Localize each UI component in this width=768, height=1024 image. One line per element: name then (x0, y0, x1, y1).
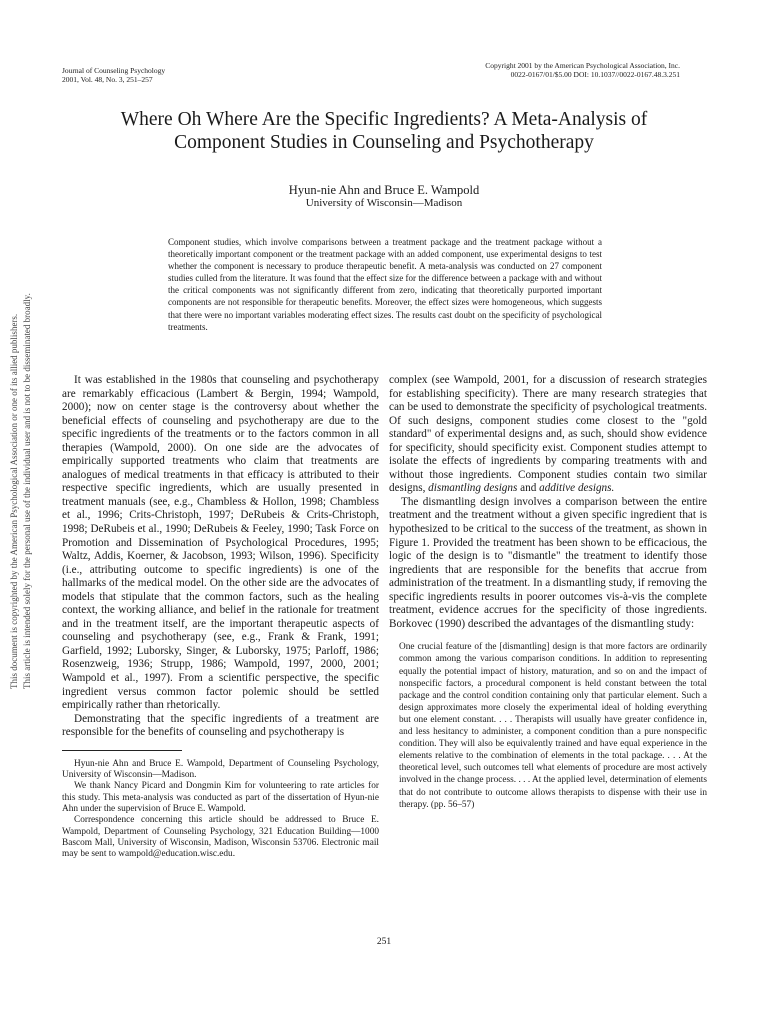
copyright-side-notice (3, 287, 37, 689)
dismantling-paragraph: The dismantling design involves a comparison between the entire treatment and the treatment without a given specific ingredient that is hypothesized to be critical to the success of the treatment, as shown in Figure 1. Provided the treatment has been shown to be efficacious, the logic of the design is to "dismantle" the treatment to identify those ingredients that are responsible for the benefits that accrue from administration of the treatment. In a dismantling study, if removing the specific ingredients results in poorer outcomes vis-à-vis the complete treatment, evidence accrues for the specificity of those ingredients. Borkovec (1990) described the advantages of the dismantling study: (389, 495, 707, 630)
copyright-notice (485, 62, 680, 79)
author-note-correspondence: Correspondence concerning this article should be addressed to Bruce E. Wampold, Department of Counseling Psychology, 321 Education Building—1000 Bascom Mall, University of Wisconsin, Madison, Wisconsin 53706. Electronic mail may be sent to wampold@education.wisc.edu. (62, 815, 379, 860)
doi-line: 0022-0167/01/$5.00 DOI: 10.1037//0022-0167.48.3.251 (510, 69, 680, 79)
journal-citation (62, 67, 165, 84)
title-line-1: Where Oh Where Are the Specific Ingredients? A Meta-Analysis of (120, 109, 648, 130)
author-note-affiliation: Hyun-nie Ahn and Bruce E. Wampold, Department of Counseling Psychology, University of Wisconsin—Madison. (62, 758, 379, 781)
author-note (62, 759, 379, 861)
abstract: Component studies, which involve comparisons between a treatment package and the treatment package without a theoretically important component or the treatment package with an added component, use experimental designs to test whether the component is necessary to produce therapeutic benefit. A meta-analysis was conducted on 27 component studies culled from the literature. It was found that the effect size for the difference between a package with and without the critical components was not significantly different from zero, indicating that theoretically purported important components are not responsible for therapeutic benefits. Moreover, the effect sizes were homogeneous, which suggests that there were no important variables moderating effect sizes. The results cast doubt on the specificity of psychological treatments. (168, 237, 602, 332)
journal-volume: 2001, Vol. 48, No. 3, 251–257 (62, 74, 153, 84)
authors: Hyun-nie Ahn and Bruce E. Wampold (288, 183, 480, 197)
right-column (389, 374, 707, 811)
title-line-2: Component Studies in Counseling and Psychotherapy (174, 132, 594, 153)
page-number: 251 (376, 937, 392, 947)
article-title (60, 108, 708, 154)
left-column (62, 374, 379, 860)
side-notice-line-1: This document is copyrighted by the American Psychological Association or one of its allied publishers. (9, 313, 19, 689)
additive-designs-term: additive designs. (539, 482, 615, 495)
intro-paragraph: It was established in the 1980s that counseling and psychotherapy are remarkably efficacious (Lambert & Bergin, 1994; Wampold, 2000); now on center stage is the controversy about whether the beneficial effects of counseling and psychotherapy are due to the specific ingredients of the treatments or to the factors common in all therapies (Wampold, 2000). On one side are the advocates of empirically supported treatments who claim that treatments are analogues of medical treatments in that efficacy is attributed to their respective specific ingredients, which are usually presented in treatment manuals (see, e.g., Chambless & Hollon, 1998; Chambless et al., 1996; Crits-Christoph, 1997; DeRubeis & Crits-Christoph, 1998; DeRubeis et al., 1990; DeRubeis & Feeley, 1990; Task Force on Promotion and Dissemination of Psychological Procedures, 1995; Waltz, Addis, Koerner, & Jacobson, 1993; Wilson, 1996). Specificity (i.e., attributing outcome to specific ingredients) is one of the hallmarks of the medical model. On the other side are the advocates of models that stipulate that the common factors, such as the healing context, the working alliance, and belief in the rationale for treatment and in the treatment itself, are the important therapeutic aspects of counseling and psychotherapy (see, e.g., Frank & Frank, 1991; Garfield, 1992; Luborsky, Singer, & Luborsky, 1975; Parloff, 1986; Rosenzweig, 1936; Strupp, 1986; Wampold, 1997, 2000, 2001; Wampold et al., 1997). From a scientific perspective, the specific ingredient versus common factor polemic should be settled empirically rather than rhetorically. (62, 374, 379, 712)
author-note-acknowledgment: We thank Nancy Picard and Dongmin Kim for volunteering to rate articles for this study. This meta-analysis was conducted as part of the dissertation of Hyun-nie Ahn under the supervision of Bruce E. Wampold. (62, 781, 379, 814)
copyright-line: Copyright 2001 by the American Psychological Association, Inc. (485, 61, 680, 70)
journal-name: Journal of Counseling Psychology (62, 66, 166, 75)
borkovec-quote: One crucial feature of the [dismantling] design is that more factors are ordinarily common among the various comparison conditions. In addition to representing equally the potential impact of history, maturation, and so on and the impact of nonspecific factors, a procedural component is held constant between the total package and the control condition containing only that particular element. Such a design approximates more closely the experimental ideal of holding everything but one element constant. . . . Therapists will usually have greater confidence in, and less hesitancy to administer, a component condition than a pure nonspecific condition. They will also be equivalently trained and have equal experience in the elements relative to the combination of elements in the total package. . . . At the theoretical level, such outcomes tell what elements of procedure are most actively involved in the change process. . . . At the applied level, determination of elements that do not contribute to outcome allows therapists to dispense with their use in therapy. (pp. 56–57) (399, 642, 707, 810)
dismantling-designs-term: dismantling designs (428, 482, 518, 495)
side-notice-line-2: This article is intended solely for the personal use of the individual user and is not to be disseminated broadly. (22, 293, 32, 689)
footnote-divider (62, 750, 182, 751)
affiliation: University of Wisconsin—Madison (305, 197, 463, 209)
intro-paragraph-2: Demonstrating that the specific ingredients of a treatment are responsible for the benefits of counseling and psychotherapy is (62, 712, 379, 739)
component-studies-paragraph: complex (see Wampold, 2001, for a discussion of research strategies for establishing specificity). There are many research strategies that can be used to demonstrate the specificity of psychological treatments. Of such designs, component studies come closest to the "gold standard" of experimental designs and, as such, should show evidence for specificity, should specificity exist. Component studies attempt to isolate the effects of ingredients by comparing treatments with and without those ingredients. Component studies contain two similar designs, dismantling designs and additive designs. (389, 374, 707, 495)
